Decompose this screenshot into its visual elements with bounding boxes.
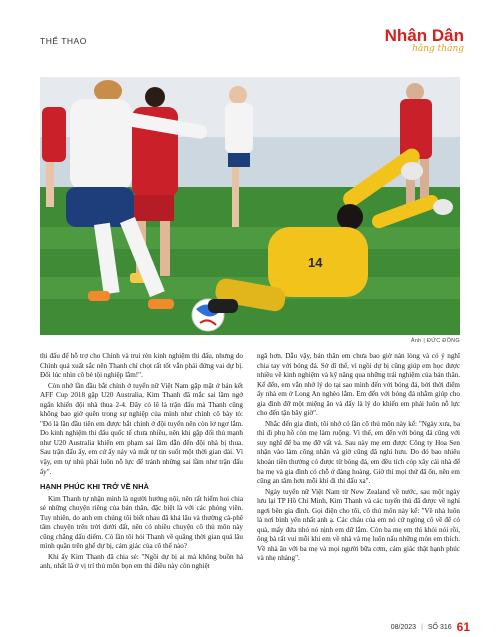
page-footer: [391, 620, 470, 634]
section-heading: HẠNH PHÚC KHI TRỞ VỀ NHÀ: [40, 482, 149, 492]
match-photo: [40, 77, 460, 335]
paragraph: Ngày tuyển nữ Việt Nam từ New Zealand về nước, sau một ngày lưu lại TP Hồ Chí Minh, Kim Thanh và các tuyển thủ đã được về nghỉ ngơi bên gia đình. Gọi điện cho tôi, cô thủ môn này kể: "Về nhà luôn là nơi bình yên nhất anh ạ. Các cháu của em nó cứ ngóng cô về để có quà, mấy đứa nhỏ nó nịnh em dữ lắm. Còn ba mẹ em thì khỏi nói rồi, ông bà rất vui mỗi khi em về nhà và mẹ luôn nấu những món em thích. Về nhà ăn với ba mẹ và mọi người bữa cơm, cảm giác thật hạnh phúc và nhẹ nhàng".: [257, 487, 460, 563]
paragraph: Nhắc đến gia đình, tôi nhớ có lần cô thủ môn này kể: "Ngày xưa, ba thì đi phụ hồ còn mẹ làm ruộng. Vì thế, em đến với bóng đá cũng với suy nghĩ để ba mẹ đỡ vất vả. Sau này mẹ em được Công ty Hoa Sen nhận vào làm công nhân và giờ cũng đã nghỉ hưu. Do đó bao nhiêu khoản tiền thưởng có được từ bóng đá, em đều tích cóp xây cái nhà để ba mẹ và gia đình có chỗ ở đàng hoàng. Giờ thì mọi thứ đã ổn, nên em cũng an tâm hơn mỗi khi đi thi đấu xa".: [257, 419, 460, 486]
logo-main-text: Nhân Dân: [384, 26, 464, 45]
issue-date: 08/2023: [390, 623, 417, 631]
photo-caption: Ảnh | ĐỨC ĐỒNG: [410, 338, 460, 344]
issue-number: SỐ 316: [427, 623, 452, 631]
article-column-left: [40, 352, 243, 602]
paragraph: Kim Thanh tự nhận mình là người hướng nội, nên rất hiếm hoi chia sẻ những chuyện riêng của bản thân, đặc biệt là với các phóng viên. Tuy nhiên, do anh em chúng tôi biết nhau đã khá lâu và thường cà-phê tâm chuyện trên trời dưới đất, nên có nhiều chuyện cô thủ môn này cũng chẳng dấu diếm. Có lần tôi hỏi Thanh về quãng thời gian quá lâu mình quần trên ghế dự bị, cảm giác của cô thế nào?: [40, 494, 243, 551]
paragraph: Khi ấy Kim Thanh đã chia sẻ: "Ngồi dự bị ai mà không buồn hả anh, nhất là ở vị trí thủ môn bọn em thì điều này còn nghiệt: [40, 552, 243, 571]
logo-sub-text: hằng tháng: [412, 44, 464, 54]
newspaper-logo: [385, 28, 464, 54]
paragraph: Còn nhớ lần đầu bắt chính ở tuyển nữ Việt Nam gặp mặt ở bán kết AFF Cup 2018 gặp U20 Australia, Kim Thanh đã mắc sai lầm ngớ ngẩn khiến đội nhà thua 2-4. Đây có lẽ là trận đấu mà Thanh cũng không bao giờ quên trong sự nghiệp của mình như chính cô bày tỏ: "Đó là lần đầu tiên em được bắt chính ở đội tuyển nên còn lơ ngơ lắm. Do kinh nghiệm thi đấu quốc tế chưa nhiều, nên khi gặp đối thủ mạnh như U20 Australia khiến em phạm sai lầm dẫn đến đội nhà bị thua. Sau trận đấu ấy, em cứ ấy náy và mất tự tin suốt một thời gian dài. Vì vậy, em tự nhủ phải luôn nỗ lực để tránh những sai lầm như trận đấu ấy".: [40, 381, 243, 476]
page-number: 61: [456, 620, 470, 634]
section-label: THỂ THAO: [40, 36, 87, 46]
article-column-right: [257, 352, 460, 602]
footer-separator: |: [421, 623, 423, 631]
article-body: [40, 352, 460, 602]
football-match-illustration: [40, 77, 460, 335]
paragraph: ngã hơn. Dẫu vậy, bản thân em chưa bao giờ nản lòng và có ý nghĩ chia tay với bóng đá. Sở dĩ thế, vì ngồi dự bị cũng giúp em học được nhiều về kinh nghiệm và kỹ năng qua những trải nghiệm của bản thân. Kể đến, em vẫn nhớ lý do tại sao mình đến với bóng đá, bởi thời điểm ấy nhà em ở Long An nghèo lắm. Em đến với bóng đá nhằm giúp cho gia đình đỡ một miệng ăn và đấy là lý do khiến em phải luôn nỗ lực cho đến tận bây giờ".: [257, 352, 460, 418]
paragraph: thi đấu để hỗ trợ cho Chình và trui rèn kinh nghiệm thi đấu, nhưng do Chình quá xuất sắc nên Thanh chỉ chọt rất tốt vẫn phải đứng vai dự bị. Đối lúc nhìn cô bé tội nghiệp lắm!".: [40, 352, 243, 380]
page-header: [0, 0, 500, 66]
svg-text:14: 14: [308, 255, 323, 270]
